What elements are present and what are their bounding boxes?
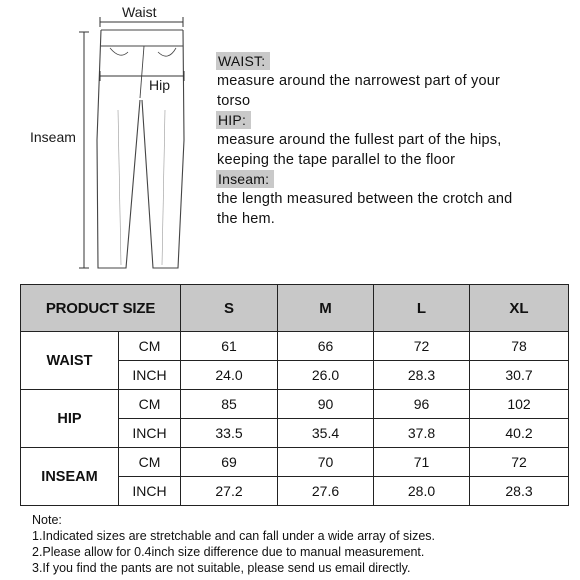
unit-cell: INCH <box>119 419 181 448</box>
waist-dimension <box>100 4 183 27</box>
value-cell: 37.8 <box>374 419 470 448</box>
note-item-2: 2.Please allow for 0.4inch size difference due to manual measurement. <box>32 545 425 559</box>
product-size-header: PRODUCT SIZE <box>21 285 181 332</box>
note-item-3: 3.If you find the pants are not suitable, please send us email directly. <box>32 561 411 575</box>
value-cell: 24.0 <box>181 361 278 390</box>
value-cell: 96 <box>374 390 470 419</box>
hip-tag: HIP: <box>216 111 251 129</box>
pants-measurement-diagram <box>0 0 220 275</box>
inseam-dimension <box>30 32 89 268</box>
hip-label: Hip <box>149 77 171 93</box>
value-cell: 30.7 <box>470 361 569 390</box>
value-cell: 40.2 <box>470 419 569 448</box>
inseam-text-line-2: the hem. <box>217 211 276 227</box>
measurement-descriptions <box>216 52 566 229</box>
hip-text-line-1: measure around the fullest part of the hips, <box>217 132 502 148</box>
table-row <box>21 390 569 419</box>
value-cell: 27.6 <box>278 477 374 506</box>
value-cell: 85 <box>181 390 278 419</box>
inseam-group-label: INSEAM <box>21 448 119 506</box>
value-cell: 33.5 <box>181 419 278 448</box>
value-cell: 69 <box>181 448 278 477</box>
inseam-tag: Inseam: <box>216 170 274 188</box>
value-cell: 61 <box>181 332 278 361</box>
waist-tag: WAIST: <box>216 52 270 70</box>
value-cell: 72 <box>470 448 569 477</box>
unit-cell: INCH <box>119 361 181 390</box>
unit-cell: CM <box>119 448 181 477</box>
unit-cell: INCH <box>119 477 181 506</box>
pants-outline <box>97 30 184 268</box>
value-cell: 26.0 <box>278 361 374 390</box>
size-chart-table <box>20 284 569 506</box>
waist-text-line-2: torso <box>217 93 251 109</box>
size-header-m: M <box>278 285 374 332</box>
size-header-l: L <box>374 285 470 332</box>
size-header-xl: XL <box>470 285 569 332</box>
waist-text-line-1: measure around the narrowest part of your <box>217 73 501 89</box>
unit-cell: CM <box>119 390 181 419</box>
value-cell: 28.0 <box>374 477 470 506</box>
waist-group-label: WAIST <box>21 332 119 390</box>
note-item-1: 1.Indicated sizes are stretchable and can fall under a wide array of sizes. <box>32 529 435 543</box>
hip-description <box>216 111 566 170</box>
inseam-description <box>216 170 566 229</box>
value-cell: 72 <box>374 332 470 361</box>
value-cell: 27.2 <box>181 477 278 506</box>
value-cell: 35.4 <box>278 419 374 448</box>
value-cell: 70 <box>278 448 374 477</box>
inseam-label: Inseam <box>30 129 76 145</box>
notes-section <box>32 512 572 576</box>
value-cell: 90 <box>278 390 374 419</box>
value-cell: 78 <box>470 332 569 361</box>
hip-text-line-2: keeping the tape parallel to the floor <box>217 152 456 168</box>
table-row <box>21 448 569 477</box>
table-header-row <box>21 285 569 332</box>
hip-group-label: HIP <box>21 390 119 448</box>
unit-cell: CM <box>119 332 181 361</box>
value-cell: 28.3 <box>470 477 569 506</box>
waist-label: Waist <box>122 4 157 20</box>
value-cell: 66 <box>278 332 374 361</box>
value-cell: 28.3 <box>374 361 470 390</box>
inseam-text-line-1: the length measured between the crotch and <box>217 191 513 207</box>
value-cell: 102 <box>470 390 569 419</box>
notes-title: Note: <box>32 513 62 527</box>
value-cell: 71 <box>374 448 470 477</box>
table-row <box>21 332 569 361</box>
size-header-s: S <box>181 285 278 332</box>
waist-description <box>216 52 566 111</box>
